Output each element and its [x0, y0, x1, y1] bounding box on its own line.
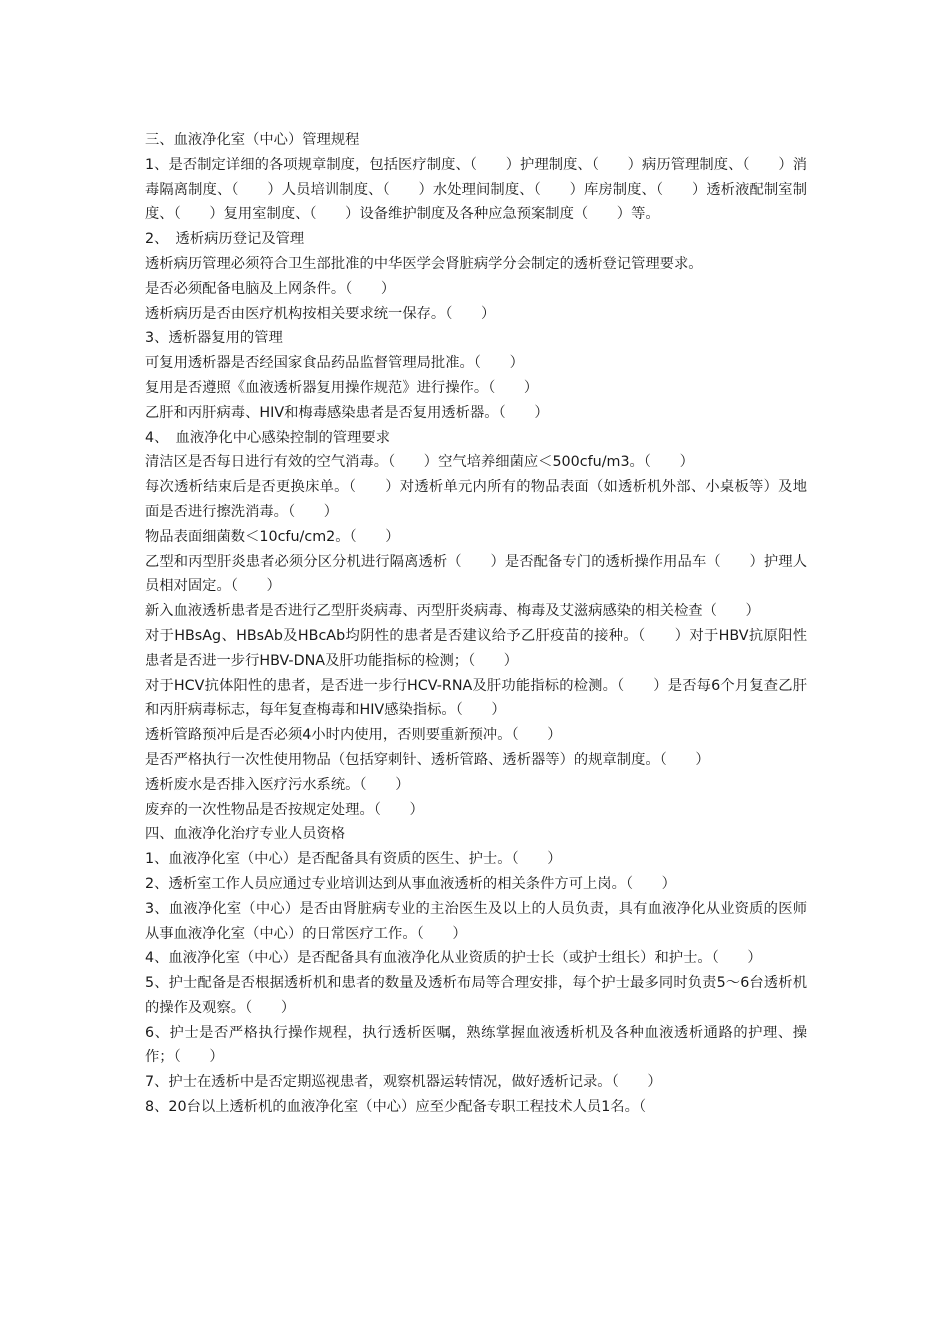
- paragraph: 乙型和丙型肝炎患者必须分区分机进行隔离透析（ ）是否配备专门的透析操作用品车（ ）护理人员相对固定。（ ）: [145, 553, 807, 595]
- subheading-infection-control: 4、 血液净化中心感染控制的管理要求: [145, 429, 390, 446]
- paragraph: 透析废水是否排入医疗污水系统。（ ）: [145, 776, 410, 793]
- section-heading-3: 三、血液净化室（中心）管理规程: [145, 132, 360, 148]
- subheading-records: 2、 透析病历登记及管理: [145, 231, 305, 248]
- paragraph: 是否必须配备电脑及上网条件。（ ）: [145, 280, 396, 297]
- paragraph: 每次透析结束后是否更换床单。（ ）对透析单元内所有的物品表面（如透析机外部、小桌板等）及地面是否进行擦洗消毒。（ ）: [145, 479, 807, 520]
- paragraph: 透析管路预冲后是否必须4小时内使用，否则要重新预冲。（ ）: [145, 727, 562, 744]
- paragraph: 对于HCV抗体阳性的患者，是否进一步行HCV-RNA及肝功能指标的检测。（ ）是否每6个月复查乙肝和丙肝病毒标志，每年复查梅毒和HIV感染指标。（ ）: [145, 677, 807, 719]
- paragraph: 6、护士是否严格执行操作规程，执行透析医嘱，熟练掌握血液透析机及各种血液透析通路的护理、操作；（ ）: [145, 1024, 807, 1066]
- paragraph: 3、血液净化室（中心）是否由肾脏病专业的主治医生及以上的人员负责，具有血液净化从业资质的医师从事血液净化室（中心）的日常医疗工作。（ ）: [145, 900, 807, 942]
- paragraph: 复用是否遵照《血液透析器复用操作规范》进行操作。（ ）: [145, 379, 539, 396]
- paragraph: 4、血液净化室（中心）是否配备具有血液净化从业资质的护士长（或护士组长）和护士。（ ）: [145, 950, 762, 967]
- paragraph: 新入血液透析患者是否进行乙型肝炎病毒、丙型肝炎病毒、梅毒及艾滋病感染的相关检查（ ）: [145, 603, 760, 620]
- paragraph-rules: 1、是否制定详细的各项规章制度，包括医疗制度、（ ）护理制度、（ ）病历管理制度、（ ）消毒隔离制度、（ ）人员培训制度、（ ）水处理间制度、（ ）库房制度、（ ）透析液配制室制度、（ ）复用室制度、（ ）设备维护制度及各种应急预案制度（ ）等。: [145, 156, 807, 223]
- paragraph: 对于HBsAg、HBsAb及HBcAb均阴性的患者是否建议给予乙肝疫苗的接种。（ ）对于HBV抗原阳性患者是否进一步行HBV-DNA及肝功能指标的检测；（ ）: [145, 627, 807, 669]
- paragraph: 乙肝和丙肝病毒、HIV和梅毒感染患者是否复用透析器。（ ）: [145, 404, 549, 421]
- paragraph: 透析病历管理必须符合卫生部批准的中华医学会肾脏病学分会制定的透析登记管理要求。: [145, 255, 703, 272]
- paragraph: 废弃的一次性物品是否按规定处理。（ ）: [145, 801, 424, 818]
- paragraph: 7、护士在透析中是否定期巡视患者，观察机器运转情况，做好透析记录。（ ）: [145, 1074, 662, 1091]
- paragraph: 是否严格执行一次性使用物品（包括穿刺针、透析管路、透析器等）的规章制度。（ ）: [145, 751, 710, 768]
- paragraph: 5、护士配备是否根据透析机和患者的数量及透析布局等合理安排，每个护士最多同时负责5～6台透析机的操作及观察。（ ）: [145, 975, 807, 1016]
- paragraph: 透析病历是否由医疗机构按相关要求统一保存。（ ）: [145, 305, 496, 322]
- paragraph: 可复用透析器是否经国家食品药品监督管理局批准。（ ）: [145, 355, 524, 372]
- paragraph: 1、血液净化室（中心）是否配备具有资质的医生、护士。（ ）: [145, 851, 562, 868]
- paragraph: 8、20台以上透析机的血液净化室（中心）应至少配备专职工程技术人员1名。（: [145, 1099, 647, 1116]
- section-heading-4: 四、血液净化治疗专业人员资格: [145, 826, 346, 843]
- document-page: [145, 128, 807, 1120]
- subheading-reuse: 3、透析器复用的管理: [145, 330, 283, 347]
- paragraph: 物品表面细菌数＜10cfu/cm2。（ ）: [145, 528, 400, 545]
- paragraph: 2、透析室工作人员应通过专业培训达到从事血液透析的相关条件方可上岗。（ ）: [145, 875, 676, 892]
- paragraph: 清洁区是否每日进行有效的空气消毒。（ ）空气培养细菌应＜500cfu/m3。（ ）: [145, 454, 694, 471]
